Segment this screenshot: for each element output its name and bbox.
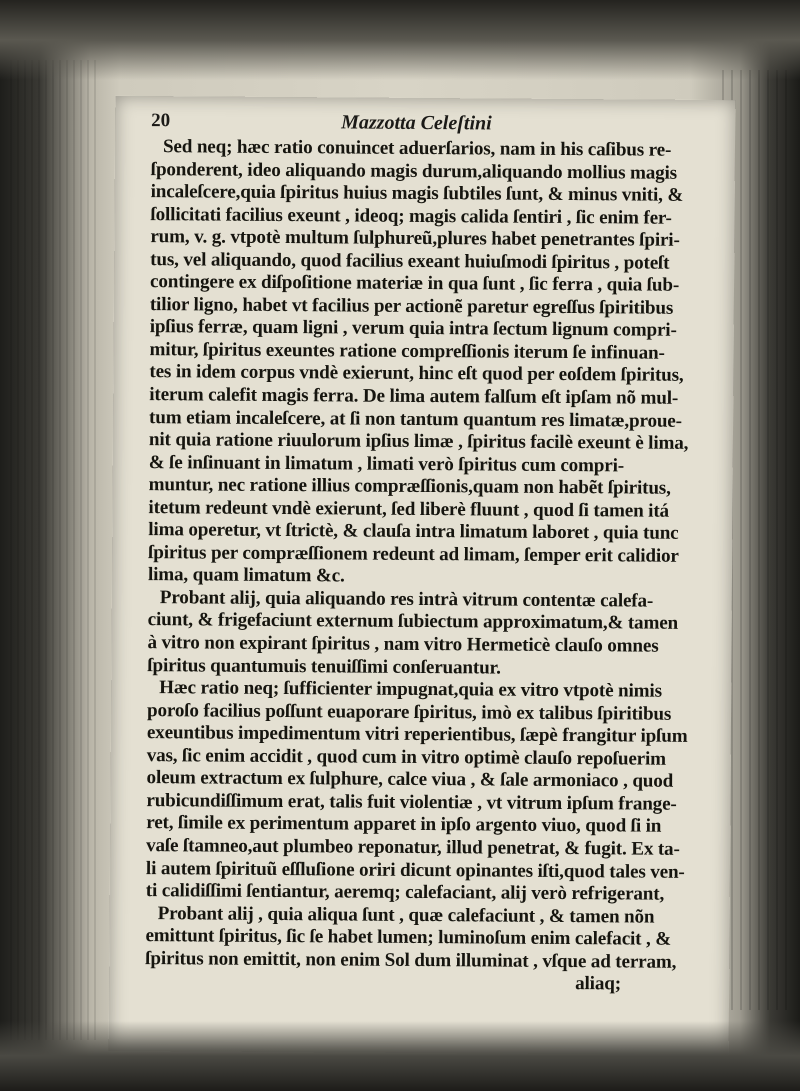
text-line: Probant alij , quia aliqua ſunt , quæ calefaciunt , & tamen nõn [157, 902, 655, 928]
running-head-title: Mazzotta Celeſtini [341, 111, 492, 135]
top-shadow [0, 0, 800, 80]
text-line: ſpiritus non emittit, non enim Sol dum illuminat , vſque ad terram, [145, 947, 677, 973]
book-page [109, 96, 736, 1055]
text-line: vas, ſic enim accidit , quod cum in vitro optimè clauſo repoſuerim [146, 744, 667, 770]
text-line: à vitro non expirant ſpiritus , nam vitro Hermeticè clauſo omnes [147, 632, 659, 657]
text-line: muntur, nec ratione illius compræſſionis,quam non habẽt ſpiritus, [148, 474, 671, 499]
text-line: itetum redeunt vndè exierunt, ſed liberè fluunt , quod ſi tamen itá [148, 496, 670, 522]
text-line: vaſe ſtamneo,aut plumbeo reponatur, illud penetrat, & fugit. Ex ta- [146, 835, 680, 860]
text-line: Hæc ratio neq; ſufficienter impugnat,quia ex vitro vtpotè nimis [159, 677, 662, 702]
text-line: tes in idem corpus vndè exierunt, hinc eſt quod per eoſdem ſpiritus, [149, 361, 684, 387]
page-number: 20 [151, 110, 171, 132]
text-line: poroſo facilius poſſunt euaporare ſpiritus, imò ex talibus ſpiritibus [146, 699, 672, 725]
text-line: iterum calefit magis ferra. De lima autem falſum eſt ipſam nõ mul- [149, 384, 679, 409]
text-line: Probant alij, quia aliquando res intrà vitrum contentæ calefa- [159, 587, 654, 612]
text-line: ret, ſimile ex perimentum apparet in ipſo argento viuo, quod ſi in [146, 812, 662, 838]
text-line: li autem ſpirituũ eſſluſione oriri dicunt opinantes iſti,quod tales ven- [145, 857, 685, 883]
running-head [151, 110, 711, 140]
text-line: rum, v. g. vtpotè multum ſulphureũ,plures habet penetrantes ſpiri- [150, 226, 680, 251]
text-line: lima operetur, vt ſtrictè, & clauſa intra limatum laboret , quia tunc [148, 519, 679, 545]
text-line: & ſe inſinuant in limatum , limati verò ſpiritus cum compri- [148, 451, 625, 477]
text-line: ſpiritus quantumuis tenuiſſimi conſeruantur. [147, 654, 501, 679]
text-line: nit quia ratione riuulorum ipſius limæ , ſpiritus facilè exeunt è lima, [148, 429, 689, 454]
left-page-edge [10, 60, 100, 1040]
text-line: incaleſcere,quia ſpiritus huius magis ſubtiles ſunt, & minus vniti, & [150, 181, 684, 206]
text-line: Sed neq; hæc ratio conuincet aduerſarios, nam in his caſibus re- [162, 136, 672, 161]
catchword: aliaq; [575, 973, 622, 995]
text-line: mitur, ſpiritus exeuntes ratione compreſſionis iterum ſe infinuan- [149, 339, 665, 364]
text-line: exeuntibus impedimentum vitri reperientibus, ſæpè frangitur ipſum [146, 722, 688, 748]
text-line: rubicundiſſimum erat, talis fuit violentiæ , vt vitrum ipſum frange- [146, 789, 677, 815]
bottom-shadow [0, 1021, 800, 1091]
body-text [145, 136, 717, 997]
text-line: oleum extractum ex ſulphure, calce viua , & ſale armoniaco , quod [146, 767, 674, 793]
text-line: lima, quam limatum &c. [147, 564, 345, 587]
text-line: ciunt, & frigefaciunt externum ſubiectum approximatum,& tamen [147, 609, 679, 635]
text-line: ti calidiſſimi ſentiantur, aeremq; calefaciant, alij verò refrigerant, [145, 880, 665, 905]
text-line: tum etiam incaleſcere, at ſi non tantum quantum res limatæ,proue- [149, 406, 682, 432]
text-line: ipſius ferræ, quam ligni , verum quia intra ſectum lignum compri- [149, 316, 677, 342]
text-line: emittunt ſpiritus, ſic ſe habet lumen; luminoſum enim calefacit , & [145, 925, 672, 950]
text-line: ſpiritus per compræſſionem redeunt ad limam, ſemper erit calidior [148, 541, 679, 567]
text-line: ſollicitati facilius exeunt , ideoq; magis calida ſentiri , ſic enim fer- [150, 203, 672, 229]
text-line: tilior ligno, habet vt facilius per actionẽ paretur egreſſus ſpiritibus [149, 293, 674, 319]
text-line: tus, vel aliquando, quod facilius exeant huiuſmodi ſpiritus , poteſt [150, 248, 670, 274]
text-line: ſponderent, ideo aliquando magis durum,aliquando mollius magis [150, 158, 678, 184]
text-line: contingere ex diſpoſitione materiæ in qua ſunt , ſic ferra , quia ſub- [149, 271, 680, 297]
